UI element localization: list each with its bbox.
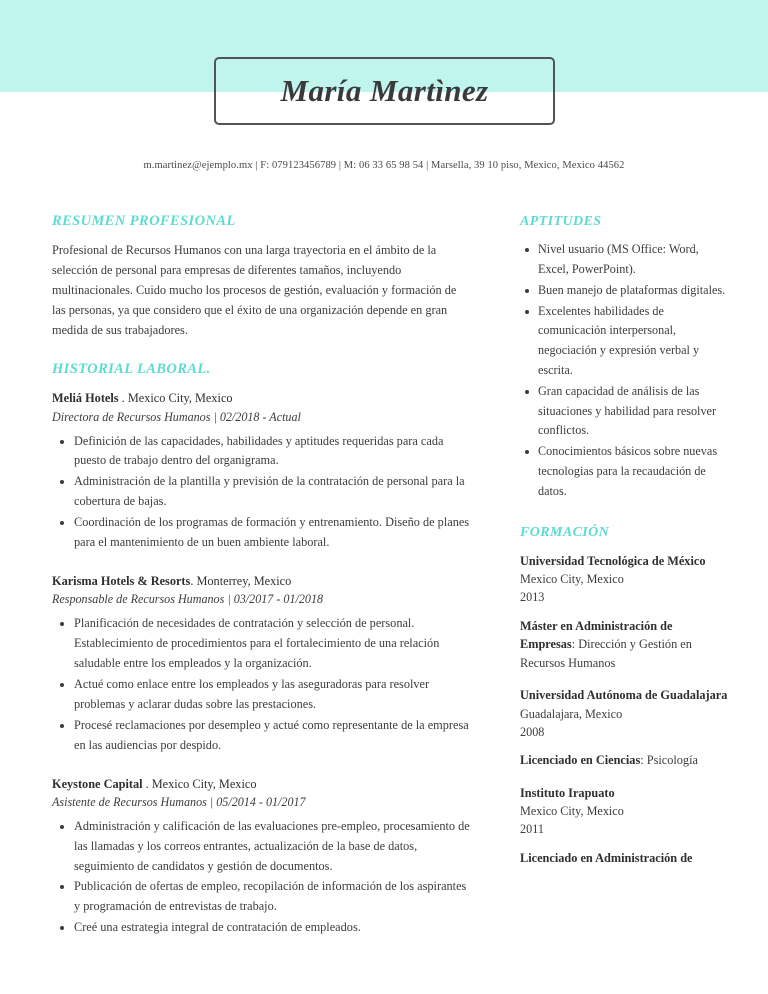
- education-degree: [520, 849, 728, 867]
- contact-line: m.martinez@ejemplo.mx | F: 079123456789 | M: 06 33 65 98 54 | Marsella, 39 10 piso, Mexico, Mexico 44562: [143, 160, 625, 171]
- list-item: Coordinación de los programas de formación y entrenamiento. Diseño de planes para el mantenimiento de un buen ambiente laboral.: [52, 513, 472, 553]
- job-dates: 05/2014 - 01/2017: [216, 794, 306, 809]
- job-dates: 03/2017 - 01/2018: [233, 592, 324, 607]
- education-degree-detail: : Psicología: [640, 753, 698, 768]
- list-item: Excelentes habilidades de comunicación interpersonal, negociación y expresión verbal y escrita.: [520, 302, 728, 381]
- education-entry: [520, 784, 728, 867]
- education-degree: [520, 617, 728, 672]
- section-heading-summary: RESUMEN PROFESIONAL: [52, 213, 236, 229]
- job-bullets: [52, 817, 472, 938]
- list-item: Administración de la plantilla y previsión de la contratación de personal para la cobertura de bajas.: [52, 472, 472, 512]
- list-item: Gran capacidad de análisis de las situaciones y habilidad para resolver conflictos.: [520, 382, 728, 441]
- education-degree-title: Licenciado en Ciencias: [520, 753, 641, 768]
- job-company: Meliá Hotels: [52, 391, 119, 406]
- education-year: 2011: [520, 822, 544, 837]
- list-item: Conocimientos básicos sobre nuevas tecnologias para la recaudación de datos.: [520, 442, 728, 501]
- job-subheader: [52, 408, 472, 427]
- list-item: Nivel usuario (MS Office: Word, Excel, PowerPoint).: [520, 240, 728, 280]
- left-column: [52, 214, 472, 957]
- education-degree: [520, 751, 728, 769]
- job-title: Directora de Recursos Humanos: [52, 409, 211, 424]
- job-date-separator: |: [206, 794, 217, 809]
- list-item: Definición de las capacidades, habilidades y aptitudes requeridas para cada puesto de trabajo dentro del organigrama.: [52, 432, 472, 472]
- education-degree-detail: : Dirección y Gestión en Recursos Humanos: [520, 637, 692, 670]
- education-degree-title: Máster en Administración de Empresas: [520, 618, 673, 652]
- job-company: Karisma Hotels & Resorts: [52, 574, 191, 589]
- education-school: Instituto Irapuato: [520, 785, 615, 800]
- list-item: Actué como enlace entre los empleados y las aseguradoras para resolver problemas y aclarar dudas sobre las prestaciones.: [52, 675, 472, 715]
- job-entry: [52, 389, 472, 553]
- skills-list: [520, 240, 728, 501]
- section-heading-skills: APTITUDES: [520, 214, 602, 229]
- section-heading-experience: HISTORIAL LABORAL.: [52, 361, 211, 378]
- list-item: Buen manejo de plataformas digitales.: [520, 281, 728, 301]
- page-title: María Martìnez: [280, 72, 489, 108]
- job-subheader: [52, 793, 472, 812]
- job-header: [52, 389, 472, 407]
- education-degree-title: Licenciado en Administración de: [520, 850, 693, 865]
- job-separator: .: [142, 776, 152, 791]
- job-entry: [52, 572, 472, 756]
- job-location: Monterrey, Mexico: [196, 574, 292, 589]
- list-item: Procesé reclamaciones por desempleo y actué como representante de la empresa en las audiencias por despido.: [52, 716, 472, 756]
- job-dates: 02/2018 - Actual: [219, 409, 301, 424]
- job-title: Asistente de Recursos Humanos: [52, 794, 207, 809]
- job-bullets: [52, 614, 472, 755]
- list-item: Planificación de necesidades de contratación y selección de personal. Establecimiento de procedimientos para el fortalecimiento de una relación saludable entre los empleados y la organización.: [52, 614, 472, 674]
- name-box: [214, 57, 555, 125]
- job-location: Mexico City, Mexico: [151, 776, 257, 791]
- education-school: Universidad Autónoma de Guadalajara: [520, 688, 728, 703]
- education-entry: [520, 686, 728, 769]
- right-column: [520, 214, 728, 881]
- education-location: Mexico City, Mexico: [520, 572, 624, 587]
- education-location: Guadalajara, Mexico: [520, 706, 623, 721]
- job-title: Responsable de Recursos Humanos: [52, 592, 225, 607]
- job-location: Mexico City, Mexico: [127, 391, 233, 406]
- job-date-separator: |: [224, 592, 234, 607]
- education-year: 2013: [520, 590, 545, 605]
- job-bullets: [52, 432, 472, 553]
- section-heading-education: FORMACIÓN: [520, 525, 610, 541]
- education-school: Universidad Tecnológica de México: [520, 553, 706, 568]
- education-entry: [520, 552, 728, 672]
- job-company: Keystone Capital: [52, 776, 143, 791]
- education-location: Mexico City, Mexico: [520, 803, 624, 818]
- list-item: Administración y calificación de las evaluaciones pre-empleo, procesamiento de las llamadas y los correos entrantes, actualización de la base de datos, seguimiento de candidatos y gestión de documentos.: [52, 817, 472, 877]
- education-year: 2008: [520, 724, 545, 739]
- job-date-separator: |: [210, 409, 220, 424]
- job-header: [52, 572, 472, 590]
- list-item: Creé una estrategia integral de contratación de empleados.: [52, 918, 472, 938]
- professional-summary-text: Profesional de Recursos Humanos con una larga trayectoria en el ámbito de la selección de personal para empresas de diferentes tamaños, incluyendo multinacionales. Cuido mucho los procesos de gestión, evaluación y formación de las personas, ya que considero que el éxito de una organización depende en gran medida de sus trabajadores.: [52, 242, 457, 337]
- job-subheader: [52, 590, 472, 609]
- job-separator: .: [190, 574, 197, 589]
- job-header: [52, 775, 472, 793]
- job-separator: .: [118, 391, 128, 406]
- job-entry: [52, 775, 472, 939]
- list-item: Publicación de ofertas de empleo, recopilación de información de los aspirantes y programación de entrevistas de trabajo.: [52, 877, 472, 917]
